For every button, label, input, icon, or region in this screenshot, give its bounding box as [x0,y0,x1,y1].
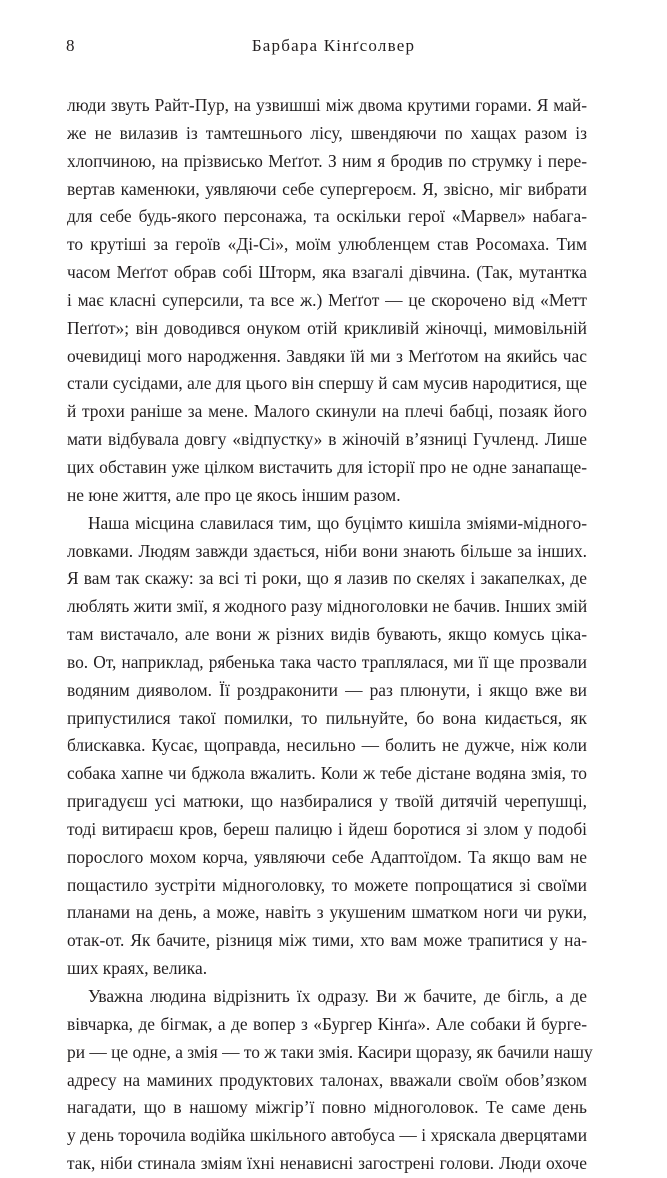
text-line: вертав каменюки, уявляючи себе супергероєм. Я, звісно, міг вибрати [67,178,587,199]
running-head-author: Барбара Кінґсолвер [251,36,416,55]
text-line: ловками. Людям завжди здається, ніби вони знають більше за інших. [67,540,587,561]
text-line: ших краях, велика. [67,958,208,979]
text-line: отак-от. Як бачите, різниця між тими, хто вам може трапитися у на- [67,930,587,951]
text-line: люди звуть Райт-Пур, на узвишші між двома крутими горами. Я май- [67,95,587,115]
text-line: Я вам так скажу: за всі ті роки, що я лазив по скелях і закапелках, де [67,568,587,589]
text-line: же не вилазив із тамтешнього лісу, швендяючи по хащах разом із [67,122,587,143]
text-line: і має класні суперсили, та все ж.) Меґґот — це скорочено від «Метт [67,289,587,310]
text-line: там вистачало, але вони ж різних видів бувають, якщо комусь ціка- [67,624,587,645]
text-line: цих обставин уже цілком вистачить для історії про не одне занапаще- [67,456,587,477]
page-header [66,36,601,60]
text-line: хлопчиною, на прізвисько Меґґот. З ним я бродив по струмку і пере- [67,150,587,171]
text-line: порослого мохом корча, уявляючи себе Адаптоїдом. Та якщо вам не [67,846,587,867]
text-line: для себе будь-якого персонажа, та оскільки герої «Марвел» набага- [67,206,587,227]
text-line: Пеґґот»; він доводився онуком отій крикливій жіночці, мимовільній [67,317,587,338]
text-line: пощастило зустріти мідноголовку, то можете попрощатися зі своїми [67,874,587,895]
body-text [67,92,593,1178]
text-line: не юне життя, але про це якось іншим разом. [67,484,401,505]
text-line: во. От, наприклад, рябенька така часто траплялася, ми її ще прозвали [67,651,587,672]
text-line: тоді витираєш кров, береш палицю і йдеш боротися зі злом у подобі [67,818,587,839]
text-line: стали сусідами, але для цього він спершу й сам мусив народитися, ще [67,373,587,394]
text-line: припустилися такої помилки, то пильнуйте, бо вона кидається, як [67,707,587,728]
text-line: люблять жити змії, я жодного разу мідноголовки не бачив. Інших змій [67,596,588,617]
text-line: планами на день, а може, навіть з укушеним шматком ноги чи руки, [67,902,587,923]
text-line: часом Меґґот обрав собі Шторм, яка взагалі дівчина. (Так, мутантка [67,262,587,283]
paragraph [67,510,587,983]
paragraph [67,983,593,1178]
text-line: так, ніби стинала зміям їхні ненависні загострені голови. Люди охоче [67,1153,587,1174]
text-line: Наша місцина славилася тим, що буцімто кишіла зміями-мідного- [88,512,587,533]
text-line: водяним дияволом. Її роздраконити — раз плюнути, і якщо вже ви [67,679,587,700]
text-line: то крутіші за героїв «Ді-Сі», моїм улюбленцем став Росомаха. Тим [67,234,587,255]
text-line: й трохи раніше за мене. Малого скинули на плечі бабці, позаяк його [67,401,587,422]
text-line: мати відбувала довгу «відпустку» в жіночій в’язниці Гучленд. Лише [67,429,587,450]
text-line: блискавка. Кусає, щоправда, несильно — болить не дужче, ніж коли [67,735,587,756]
text-line: очевидиці мого народження. Завдяки їй ми з Меґґотом на якийсь час [67,345,587,366]
text-line: у день торочила водійка шкільного автобуса — і хряскала дверцятами [67,1125,587,1146]
page-number: 8 [66,36,75,55]
text-line: вівчарка, де бігмак, а де вопер з «Бургер Кінґа». Але собаки й бурге- [67,1013,587,1034]
text-line: нагадати, що в нашому міжгір’ї повно мідноголовок. Те саме день [67,1097,587,1118]
text-line: ри — це одне, а змія — то ж таки змія. Касири щоразу, як бачили нашу [67,1041,593,1062]
text-line: адресу на маминих продуктових талонах, вважали своїм обов’язком [67,1069,587,1090]
text-line: Уважна людина відрізнить їх одразу. Ви ж бачите, де бігль, а де [88,986,587,1006]
text-line: собака хапне чи бджола вжалить. Коли ж тебе дістане водяна змія, то [67,763,587,784]
text-line: пригадуєш усі матюки, що назбиралися у твоїй дитячій черепушці, [67,791,587,812]
paragraph [67,92,587,510]
